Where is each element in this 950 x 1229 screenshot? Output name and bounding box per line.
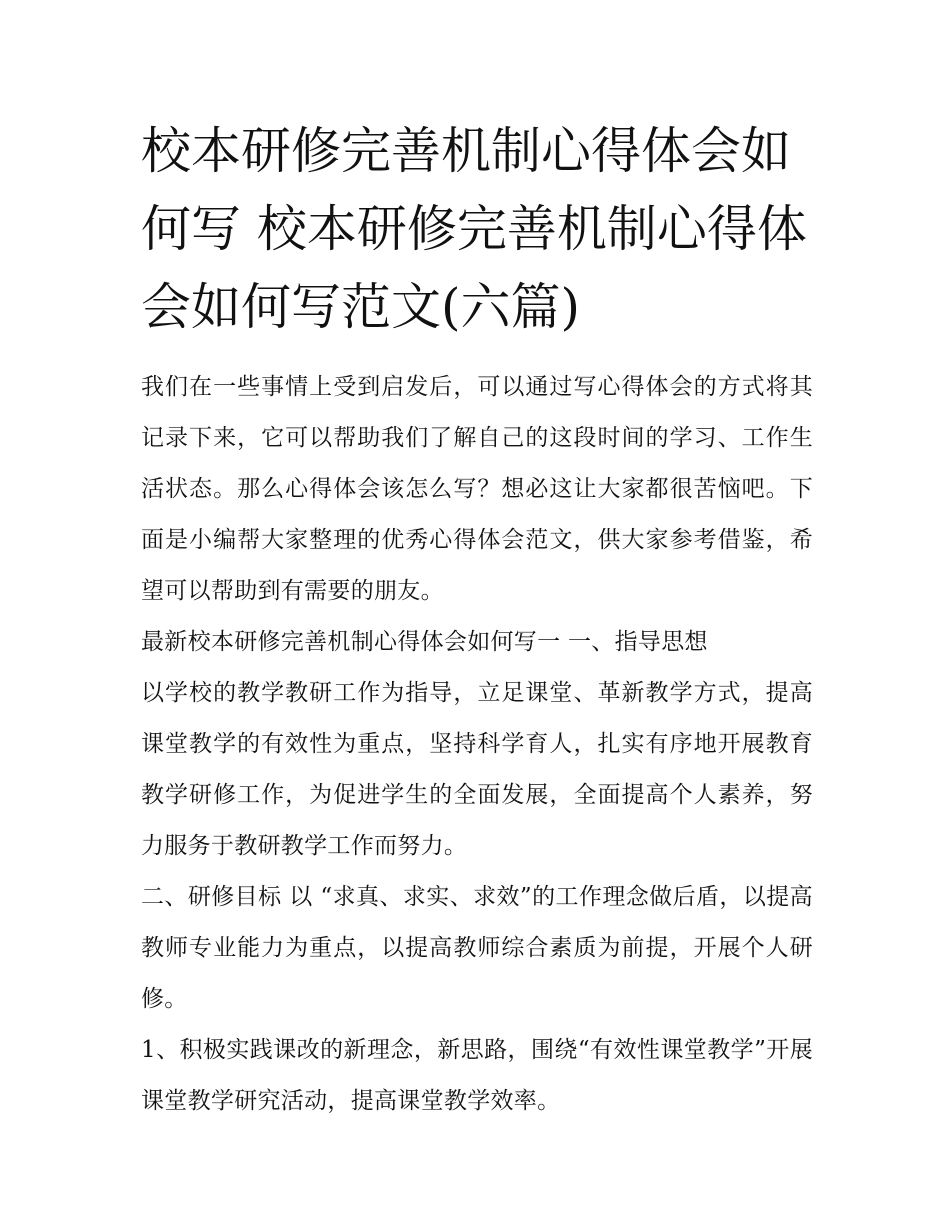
intro-paragraph: 我们在一些事情上受到启发后，可以通过写心得体会的方式将其记录下来，它可以帮助我们了解自己的这段时间的学习、工作生活状态。那么心得体会该怎么写？想必这让大家都很苦恼吧。下面是小编帮大家整理的优秀心得体会范文，供大家参考借鉴，希望可以帮助到有需要的朋友。 <box>141 374 813 604</box>
document-content <box>141 112 813 1127</box>
section-heading-guiding-ideology: 最新校本研修完善机制心得体会如何写一 一、指导思想 <box>141 629 708 655</box>
guiding-ideology-paragraph: 以学校的教学教研工作为指导，立足课堂、革新教学方式，提高课堂教学的有效性为重点，坚持科学育人，扎实有序地开展教育教学研修工作，为促进学生的全面发展，全面提高个人素养，努力服务于教研教学工作而努力。 <box>141 680 813 859</box>
goal-item-1-paragraph: 1、积极实践课改的新理念，新思路，围绕“有效性课堂教学”开展课堂教学研究活动，提高课堂教学效率。 <box>141 1037 813 1114</box>
study-goals-paragraph: 二、研修目标 以 “求真、求实、求效”的工作理念做后盾，以提高教师专业能力为重点，以提高教师综合素质为前提，开展个人研修。 <box>141 884 813 1012</box>
document-title: 校本研修完善机制心得体会如何写 校本研修完善机制心得体会如何写范文(六篇) <box>141 122 807 336</box>
